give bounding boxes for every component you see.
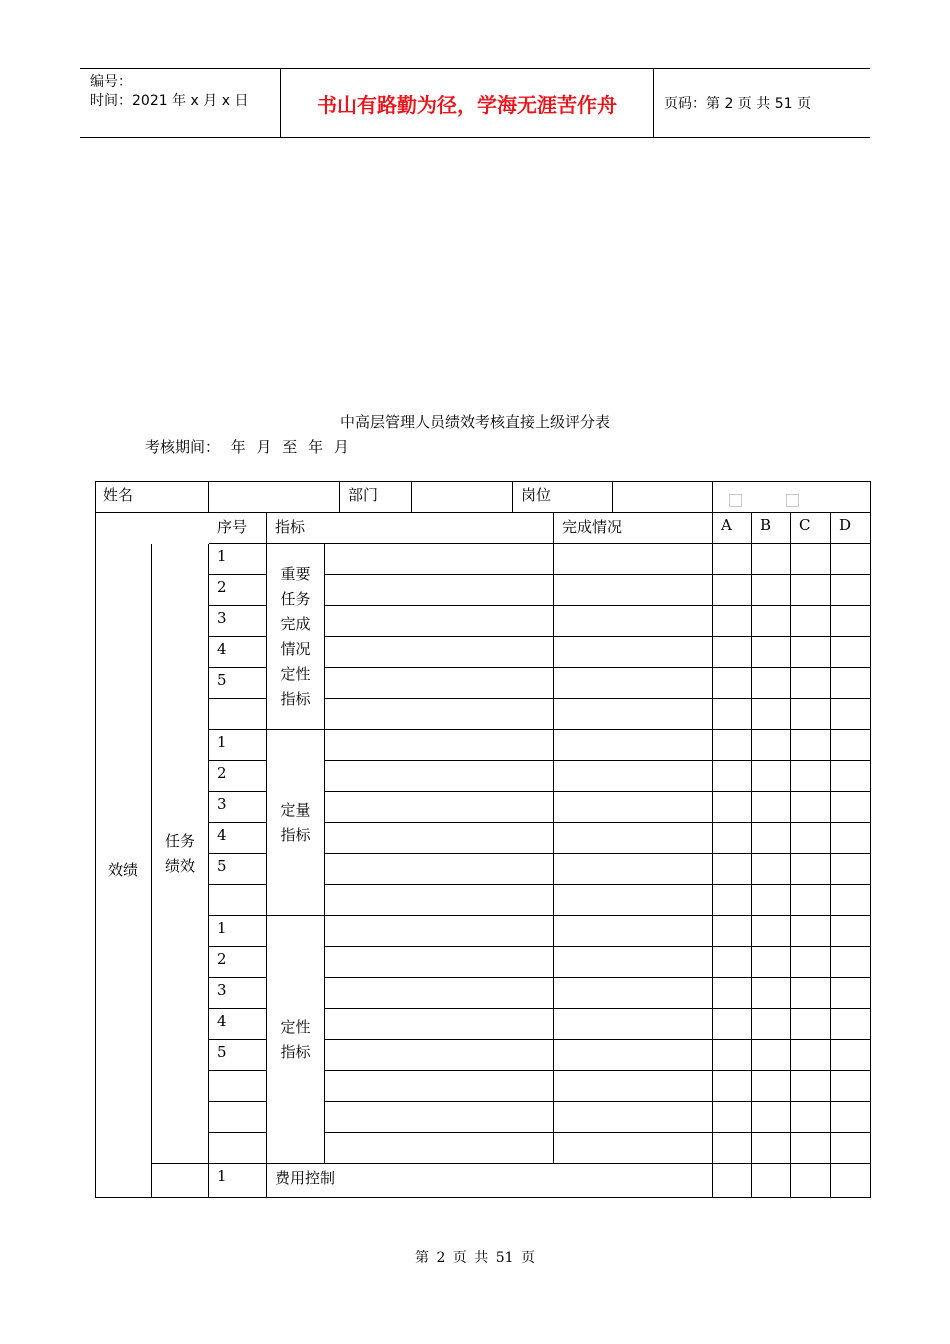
grade-d-cell[interactable] <box>831 544 871 575</box>
completion-cell[interactable] <box>554 885 713 916</box>
completion-cell[interactable] <box>554 699 713 730</box>
grade-b-cell[interactable] <box>752 606 791 637</box>
dept-value[interactable] <box>412 481 513 513</box>
grade-c-cell[interactable] <box>791 1102 831 1133</box>
category-performance <box>95 544 152 1198</box>
seq-cell: 2 <box>209 761 267 792</box>
grade-a-cell[interactable] <box>713 730 752 761</box>
checkbox-2[interactable] <box>786 494 799 507</box>
grade-b-cell[interactable] <box>752 575 791 606</box>
grade-b-cell[interactable] <box>752 1133 791 1164</box>
indicator-content[interactable] <box>325 854 554 885</box>
seq-cell <box>209 1133 267 1164</box>
grade-d-cell[interactable] <box>831 916 871 947</box>
grade-c-cell[interactable] <box>791 637 831 668</box>
seq-cell: 1 <box>209 916 267 947</box>
indicator-content[interactable] <box>325 699 554 730</box>
document-title: 中高层管理人员绩效考核直接上级评分表 <box>339 413 610 431</box>
indicator-content[interactable] <box>325 668 554 699</box>
grade-c-cell[interactable] <box>791 761 831 792</box>
completion-cell[interactable] <box>554 575 713 606</box>
grade-a-cell[interactable] <box>713 1133 752 1164</box>
grade-c-cell[interactable] <box>791 916 831 947</box>
seq-cell: 2 <box>209 947 267 978</box>
period-label: 考核期间： 年 月 至 年 月 <box>145 438 349 456</box>
grade-b-cell[interactable] <box>752 637 791 668</box>
grade-a-cell[interactable] <box>713 823 752 854</box>
grade-a-cell[interactable] <box>713 575 752 606</box>
indicator-content[interactable] <box>325 1009 554 1040</box>
grade-d-cell[interactable] <box>831 947 871 978</box>
completion-cell[interactable] <box>554 947 713 978</box>
completion-cell[interactable] <box>554 1040 713 1071</box>
completion-cell[interactable] <box>554 1133 713 1164</box>
page-footer: 第 2 页 共 51 页 <box>415 1250 535 1266</box>
grade-b-cell[interactable] <box>752 885 791 916</box>
grade-c-cell[interactable] <box>791 606 831 637</box>
grade-c-cell[interactable] <box>791 1133 831 1164</box>
indicator-content[interactable] <box>325 1133 554 1164</box>
grade-a-cell[interactable] <box>713 1009 752 1040</box>
indicator-content[interactable] <box>325 730 554 761</box>
completion-cell[interactable] <box>554 978 713 1009</box>
grade-d-cell[interactable] <box>831 699 871 730</box>
subcategory-text: 任务绩效 <box>164 831 195 875</box>
grade-a-cell[interactable] <box>713 606 752 637</box>
grade-b-cell[interactable] <box>752 1040 791 1071</box>
category-text: 效绩 <box>107 861 138 879</box>
grade-d-cell[interactable] <box>831 978 871 1009</box>
completion-cell[interactable] <box>554 823 713 854</box>
grade-b-cell[interactable] <box>752 1071 791 1102</box>
col-grade-a: A <box>713 513 752 544</box>
grade-b-cell[interactable] <box>752 1009 791 1040</box>
grade-d-cell[interactable] <box>831 761 871 792</box>
seq-cell: 4 <box>209 823 267 854</box>
grade-d-cell[interactable] <box>831 823 871 854</box>
completion-cell[interactable] <box>554 606 713 637</box>
group-important-tasks-text: 重要任务完成情况定性指标 <box>280 564 311 708</box>
grade-b-cell[interactable] <box>752 978 791 1009</box>
grade-a-cell[interactable] <box>713 637 752 668</box>
grade-a-cell[interactable] <box>713 1071 752 1102</box>
cost-control-label: 费用控制 <box>267 1164 713 1198</box>
grade-c-cell[interactable] <box>791 699 831 730</box>
seq-cell: 1 <box>209 730 267 761</box>
header-meta <box>80 69 281 137</box>
grade-a-cell[interactable] <box>713 761 752 792</box>
completion-cell[interactable] <box>554 854 713 885</box>
grade-d-cell[interactable] <box>831 1133 871 1164</box>
group-important-tasks-label <box>267 544 325 730</box>
seq-cell: 4 <box>209 1009 267 1040</box>
indicator-content[interactable] <box>325 1071 554 1102</box>
seq-cell: 3 <box>209 792 267 823</box>
completion-cell[interactable] <box>554 792 713 823</box>
col-completion: 完成情况 <box>554 513 713 544</box>
indicator-content[interactable] <box>325 823 554 854</box>
grade-d-cell[interactable] <box>831 668 871 699</box>
grade-c-cell[interactable] <box>791 575 831 606</box>
grade-c-cell[interactable] <box>791 544 831 575</box>
seq-cell <box>209 885 267 916</box>
grade-b-cell[interactable] <box>752 761 791 792</box>
grade-a-cell[interactable] <box>713 947 752 978</box>
grade-c-cell[interactable] <box>791 823 831 854</box>
grade-c-cell[interactable] <box>791 730 831 761</box>
grade-a-cell[interactable] <box>713 668 752 699</box>
grade-d-cell[interactable] <box>831 1009 871 1040</box>
grade-c-cell[interactable] <box>791 978 831 1009</box>
grade-a-cell[interactable] <box>713 854 752 885</box>
grade-b-cell[interactable] <box>752 916 791 947</box>
indicator-content[interactable] <box>325 637 554 668</box>
grade-b-cell[interactable] <box>752 823 791 854</box>
completion-cell[interactable] <box>554 637 713 668</box>
grade-a-cell[interactable] <box>713 1164 752 1198</box>
indicator-content[interactable] <box>325 575 554 606</box>
grade-b-cell[interactable] <box>752 1102 791 1133</box>
completion-cell[interactable] <box>554 730 713 761</box>
seq-cell <box>209 1102 267 1133</box>
group-quantitative-text: 定量指标 <box>280 800 311 844</box>
indicator-content[interactable] <box>325 916 554 947</box>
grade-d-cell[interactable] <box>831 575 871 606</box>
grade-b-cell[interactable] <box>752 854 791 885</box>
grade-a-cell[interactable] <box>713 1102 752 1133</box>
header-page-info: 页码：第 2 页 共 51 页 <box>664 96 811 112</box>
name-label: 姓名 <box>95 481 209 513</box>
empty-cell <box>152 1164 209 1198</box>
grade-a-cell[interactable] <box>713 1040 752 1071</box>
group-quantitative-label <box>267 730 325 916</box>
seq-cell: 2 <box>209 575 267 606</box>
seq-cell <box>209 1071 267 1102</box>
number-label: 编号： <box>90 74 132 90</box>
grade-a-cell[interactable] <box>713 792 752 823</box>
grade-d-cell[interactable] <box>831 792 871 823</box>
indicator-content[interactable] <box>325 606 554 637</box>
seq-cell: 1 <box>209 1164 267 1198</box>
group-qualitative-label <box>267 916 325 1164</box>
grade-d-cell[interactable] <box>831 730 871 761</box>
grade-c-cell[interactable] <box>791 1009 831 1040</box>
grade-c-cell[interactable] <box>791 792 831 823</box>
seq-cell <box>209 699 267 730</box>
grade-b-cell[interactable] <box>752 792 791 823</box>
indicator-content[interactable] <box>325 885 554 916</box>
grade-d-cell[interactable] <box>831 1164 871 1198</box>
grade-b-cell[interactable] <box>752 1164 791 1198</box>
col-grade-d: D <box>831 513 871 544</box>
group-qualitative-text: 定性指标 <box>280 1017 311 1061</box>
evaluation-form <box>95 481 871 1198</box>
name-value[interactable] <box>209 481 340 513</box>
grade-c-cell[interactable] <box>791 947 831 978</box>
indicator-content[interactable] <box>325 761 554 792</box>
grade-c-cell[interactable] <box>791 1040 831 1071</box>
grade-c-cell[interactable] <box>791 854 831 885</box>
checkbox-1[interactable] <box>729 494 742 507</box>
grade-c-cell[interactable] <box>791 1164 831 1198</box>
position-label: 岗位 <box>513 481 613 513</box>
grade-b-cell[interactable] <box>752 947 791 978</box>
col-grade-b: B <box>752 513 791 544</box>
indicator-content[interactable] <box>325 1102 554 1133</box>
completion-cell[interactable] <box>554 668 713 699</box>
grade-c-cell[interactable] <box>791 668 831 699</box>
completion-cell[interactable] <box>554 761 713 792</box>
grade-d-cell[interactable] <box>831 637 871 668</box>
grade-d-cell[interactable] <box>831 854 871 885</box>
indicator-content[interactable] <box>325 792 554 823</box>
grade-a-cell[interactable] <box>713 885 752 916</box>
grade-b-cell[interactable] <box>752 730 791 761</box>
seq-cell: 1 <box>209 544 267 575</box>
subcategory-task-performance <box>152 544 209 1164</box>
seq-cell: 5 <box>209 668 267 699</box>
motto: 书山有路勤为径，学海无涯苦作舟 <box>281 69 654 137</box>
grade-a-cell[interactable] <box>713 978 752 1009</box>
time-label: 时间：2021 年 x 月 x 日 <box>90 93 249 109</box>
col-indicator: 指标 <box>267 513 554 544</box>
grade-d-cell[interactable] <box>831 606 871 637</box>
grade-b-cell[interactable] <box>752 699 791 730</box>
completion-cell[interactable] <box>554 1102 713 1133</box>
grade-d-cell[interactable] <box>831 885 871 916</box>
completion-cell[interactable] <box>554 544 713 575</box>
grade-b-cell[interactable] <box>752 668 791 699</box>
grade-c-cell[interactable] <box>791 885 831 916</box>
seq-cell: 4 <box>209 637 267 668</box>
page-header <box>80 68 870 138</box>
indicator-content[interactable] <box>325 1040 554 1071</box>
grade-a-cell[interactable] <box>713 544 752 575</box>
dept-label: 部门 <box>340 481 412 513</box>
col-seq: 序号 <box>209 513 267 544</box>
grade-b-cell[interactable] <box>752 544 791 575</box>
seq-cell: 3 <box>209 606 267 637</box>
seq-cell: 5 <box>209 854 267 885</box>
seq-cell: 3 <box>209 978 267 1009</box>
grade-d-cell[interactable] <box>831 1040 871 1071</box>
completion-cell[interactable] <box>554 1009 713 1040</box>
grade-a-cell[interactable] <box>713 699 752 730</box>
indicator-content[interactable] <box>325 978 554 1009</box>
indicator-content[interactable] <box>325 544 554 575</box>
grade-a-cell[interactable] <box>713 916 752 947</box>
indicator-content[interactable] <box>325 947 554 978</box>
grade-d-cell[interactable] <box>831 1102 871 1133</box>
seq-cell: 5 <box>209 1040 267 1071</box>
grade-c-cell[interactable] <box>791 1071 831 1102</box>
completion-cell[interactable] <box>554 916 713 947</box>
col-grade-c: C <box>791 513 831 544</box>
checkbox-cell <box>713 481 871 513</box>
completion-cell[interactable] <box>554 1071 713 1102</box>
grade-d-cell[interactable] <box>831 1071 871 1102</box>
position-value[interactable] <box>613 481 713 513</box>
